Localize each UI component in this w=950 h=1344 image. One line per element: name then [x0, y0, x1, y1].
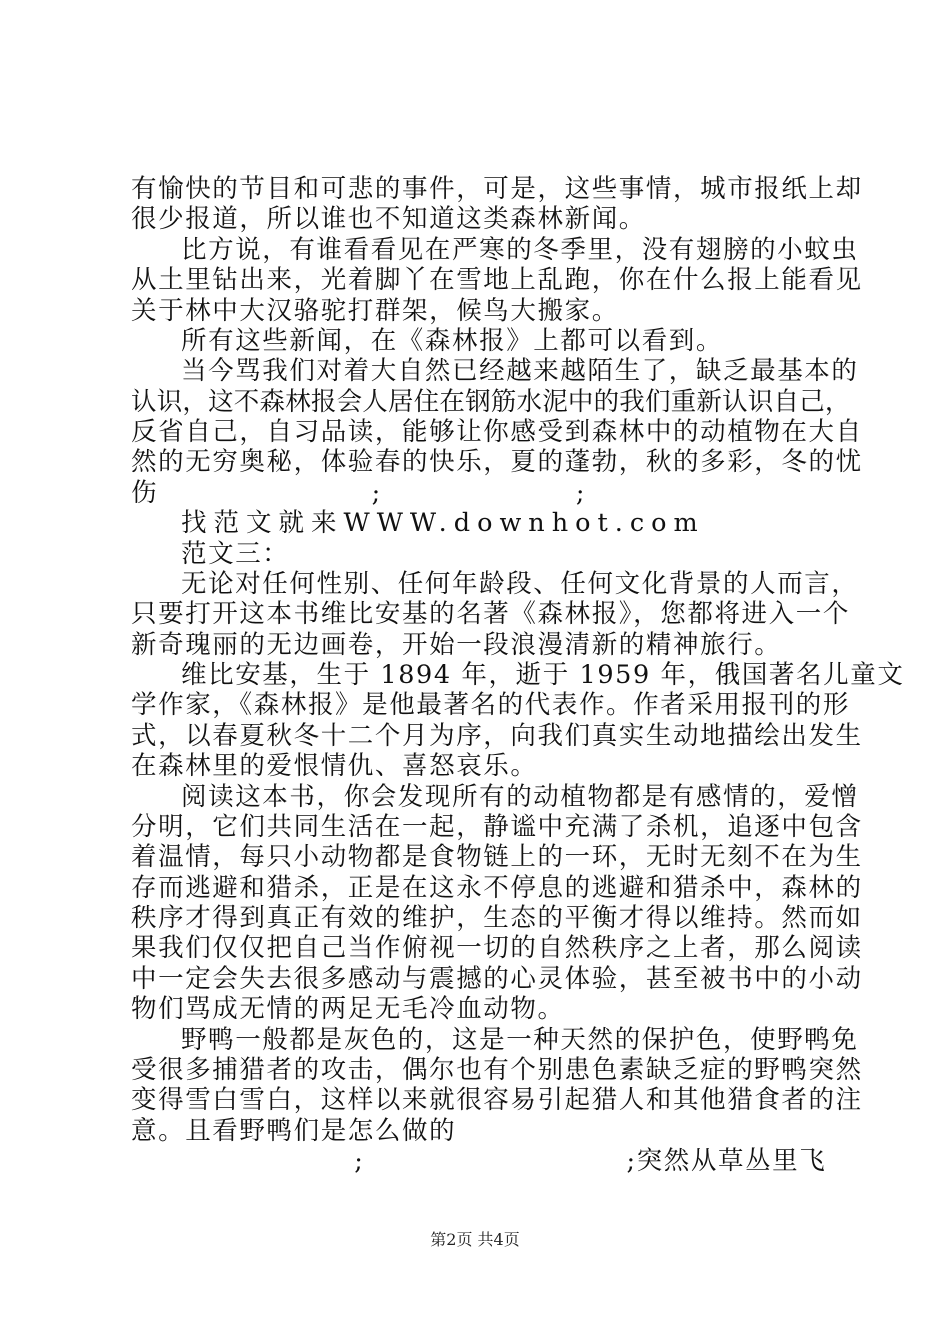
text-line: 受很多捕猎者的攻击，偶尔也有个别患色素缺乏症的野鸭突然: [131, 1055, 863, 1085]
text-line: 范文三：: [181, 539, 290, 569]
text-line: 反省自己，自习品读，能够让你感受到森林中的动植物在大自: [131, 417, 863, 447]
text-line: 秩序才得到真正有效的维护，生态的平衡才得以维持。然而如: [131, 903, 863, 933]
text-line: 阅读这本书，你会发现所有的动植物都是有感情的，爱憎: [181, 782, 859, 812]
text-line: 所有这些新闻，在《森林报》上都可以看到。: [181, 326, 724, 356]
text-line: 意。且看野鸭们是怎么做的: [131, 1116, 457, 1146]
text-line: 着温情，每只小动物都是食物链上的一环，无时无刻不在为生: [131, 842, 863, 872]
text-line: 果我们仅仅把自己当作俯视一切的自然秩序之上者，那么阅读: [131, 933, 863, 963]
text-line: 只要打开这本书维比安基的名著《森林报》，您都将进入一个: [131, 599, 850, 629]
text-line: 分明，它们共同生活在一起，静谧中充满了杀机，追逐中包含: [131, 812, 863, 842]
text-line: 维比安基，生于 1894 年，逝于 1959 年，俄国著名儿童文: [181, 660, 905, 690]
text-line: 有愉快的节目和可悲的事件，可是，这些事情，城市报纸上却: [131, 174, 863, 204]
page-footer: 第2页 共4页: [430, 1230, 520, 1249]
text-line: 存而逃避和猎杀，正是在这永不停息的逃避和猎杀中，森林的: [131, 873, 863, 903]
text-line: 野鸭一般都是灰色的，这是一种天然的保护色，使野鸭免: [181, 1025, 859, 1055]
text-line: 在森林里的爱恨情仇、喜怒哀乐。: [131, 751, 538, 781]
text-line: 物们骂成无情的两足无毛冷血动物。: [131, 994, 565, 1024]
text-line: 很少报道，所以谁也不知道这类森林新闻。: [131, 204, 646, 234]
text-line: 当今骂我们对着大自然已经越来越陌生了，缺乏最基本的: [181, 356, 859, 386]
text-line: 找范文就来WWW.downhot.com: [181, 508, 705, 538]
text-line: 学作家，《森林报》是他最著名的代表作。作者采用报刊的形: [131, 690, 850, 720]
text-line: ; ;突然从草丛里飞: [131, 1146, 827, 1176]
text-line: 新奇瑰丽的无边画卷，开始一段浪漫清新的精神旅行。: [131, 630, 782, 660]
text-line: 关于林中大汉骆驼打群架，候鸟大搬家。: [131, 296, 619, 326]
text-line: 式，以春夏秋冬十二个月为序，向我们真实生动地描绘出发生: [131, 721, 863, 751]
text-line: 变得雪白雪白，这样以来就很容易引起猎人和其他猎食者的注: [131, 1085, 863, 1115]
text-line: 从土里钻出来，光着脚丫在雪地上乱跑，你在什么报上能看见: [131, 265, 863, 295]
text-line: 伤 ; ;: [131, 478, 587, 508]
text-line: 比方说，有谁看看见在严寒的冬季里，没有翅膀的小蚊虫: [181, 235, 859, 265]
text-line: 无论对任何性别、任何年龄段、任何文化背景的人而言，: [181, 569, 859, 599]
text-line: 认识，这不森林报会人居住在钢筋水泥中的我们重新认识自己，: [131, 387, 851, 417]
text-line: 然的无穷奥秘，体验春的快乐，夏的蓬勃，秋的多彩，冬的忧: [131, 447, 863, 477]
text-line: 中一定会失去很多感动与震撼的心灵体验，甚至被书中的小动: [131, 964, 863, 994]
